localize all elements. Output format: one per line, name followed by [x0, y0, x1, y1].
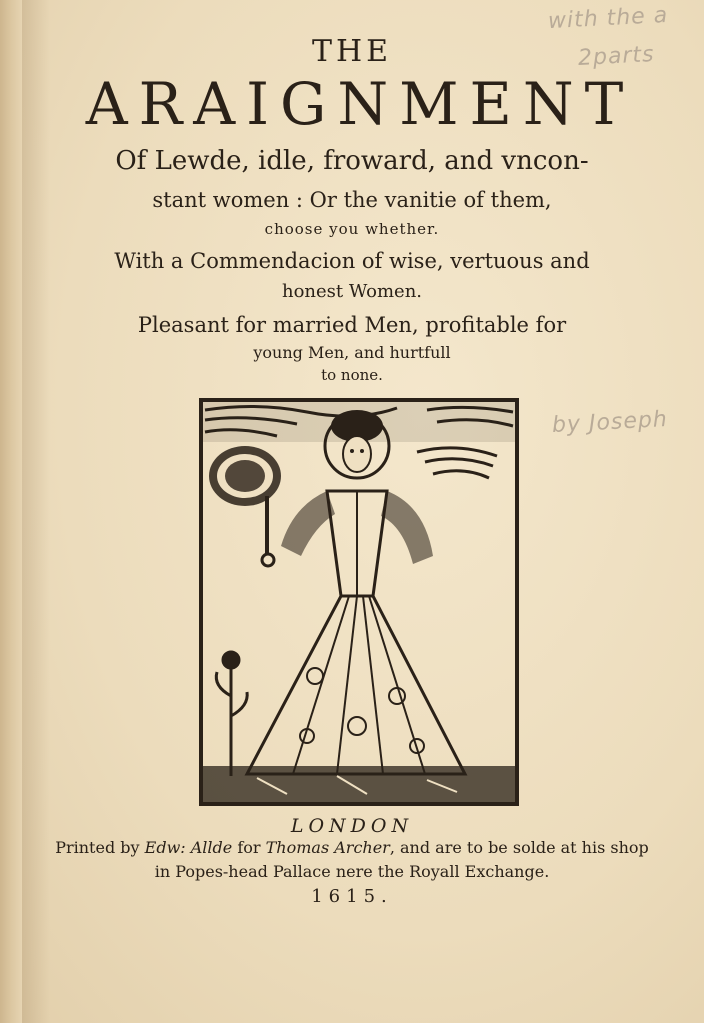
imprint-printed-by: Printed by [55, 838, 140, 857]
subtitle-line-1: Of Lewde, idle, froward, and vncon- [115, 146, 589, 176]
imprint-for: for [237, 838, 261, 857]
pencil-note-author: by Joseph [551, 406, 669, 439]
imprint-printer: Edw: Allde [144, 838, 233, 857]
subtitle-line-2: stant women : Or the vanitie of them, [152, 188, 552, 212]
imprint-bookseller: Thomas Archer [265, 838, 390, 857]
subtitle-line-5: honest Women. [281, 281, 423, 302]
subtitle-line-8: to none. [321, 366, 383, 384]
imprint-place: LONDON [290, 815, 414, 837]
imprint-line-1 [0, 838, 704, 857]
imprint-year: 1615. [311, 886, 393, 907]
subtitle-line-3: choose you whether. [264, 220, 440, 238]
title-main: ARAIGNMENT [85, 70, 635, 138]
subtitle-line-7: young Men, and hurtfull [253, 343, 451, 362]
woodcut-woman-illustration [197, 396, 521, 808]
title-the: THE [311, 34, 393, 69]
pencil-note-top-1: with the a [547, 2, 669, 35]
pencil-note-top-2: 2parts [577, 42, 656, 71]
imprint-sold-at: , and are to be solde at his shop [389, 838, 649, 857]
subtitle-line-6: Pleasant for married Men, profitable for [137, 313, 567, 337]
imprint-address: in Popes-head Pallace nere the Royall Exchange. [154, 862, 550, 881]
subtitle-line-4: With a Commendacion of wise, vertuous and [114, 249, 590, 273]
